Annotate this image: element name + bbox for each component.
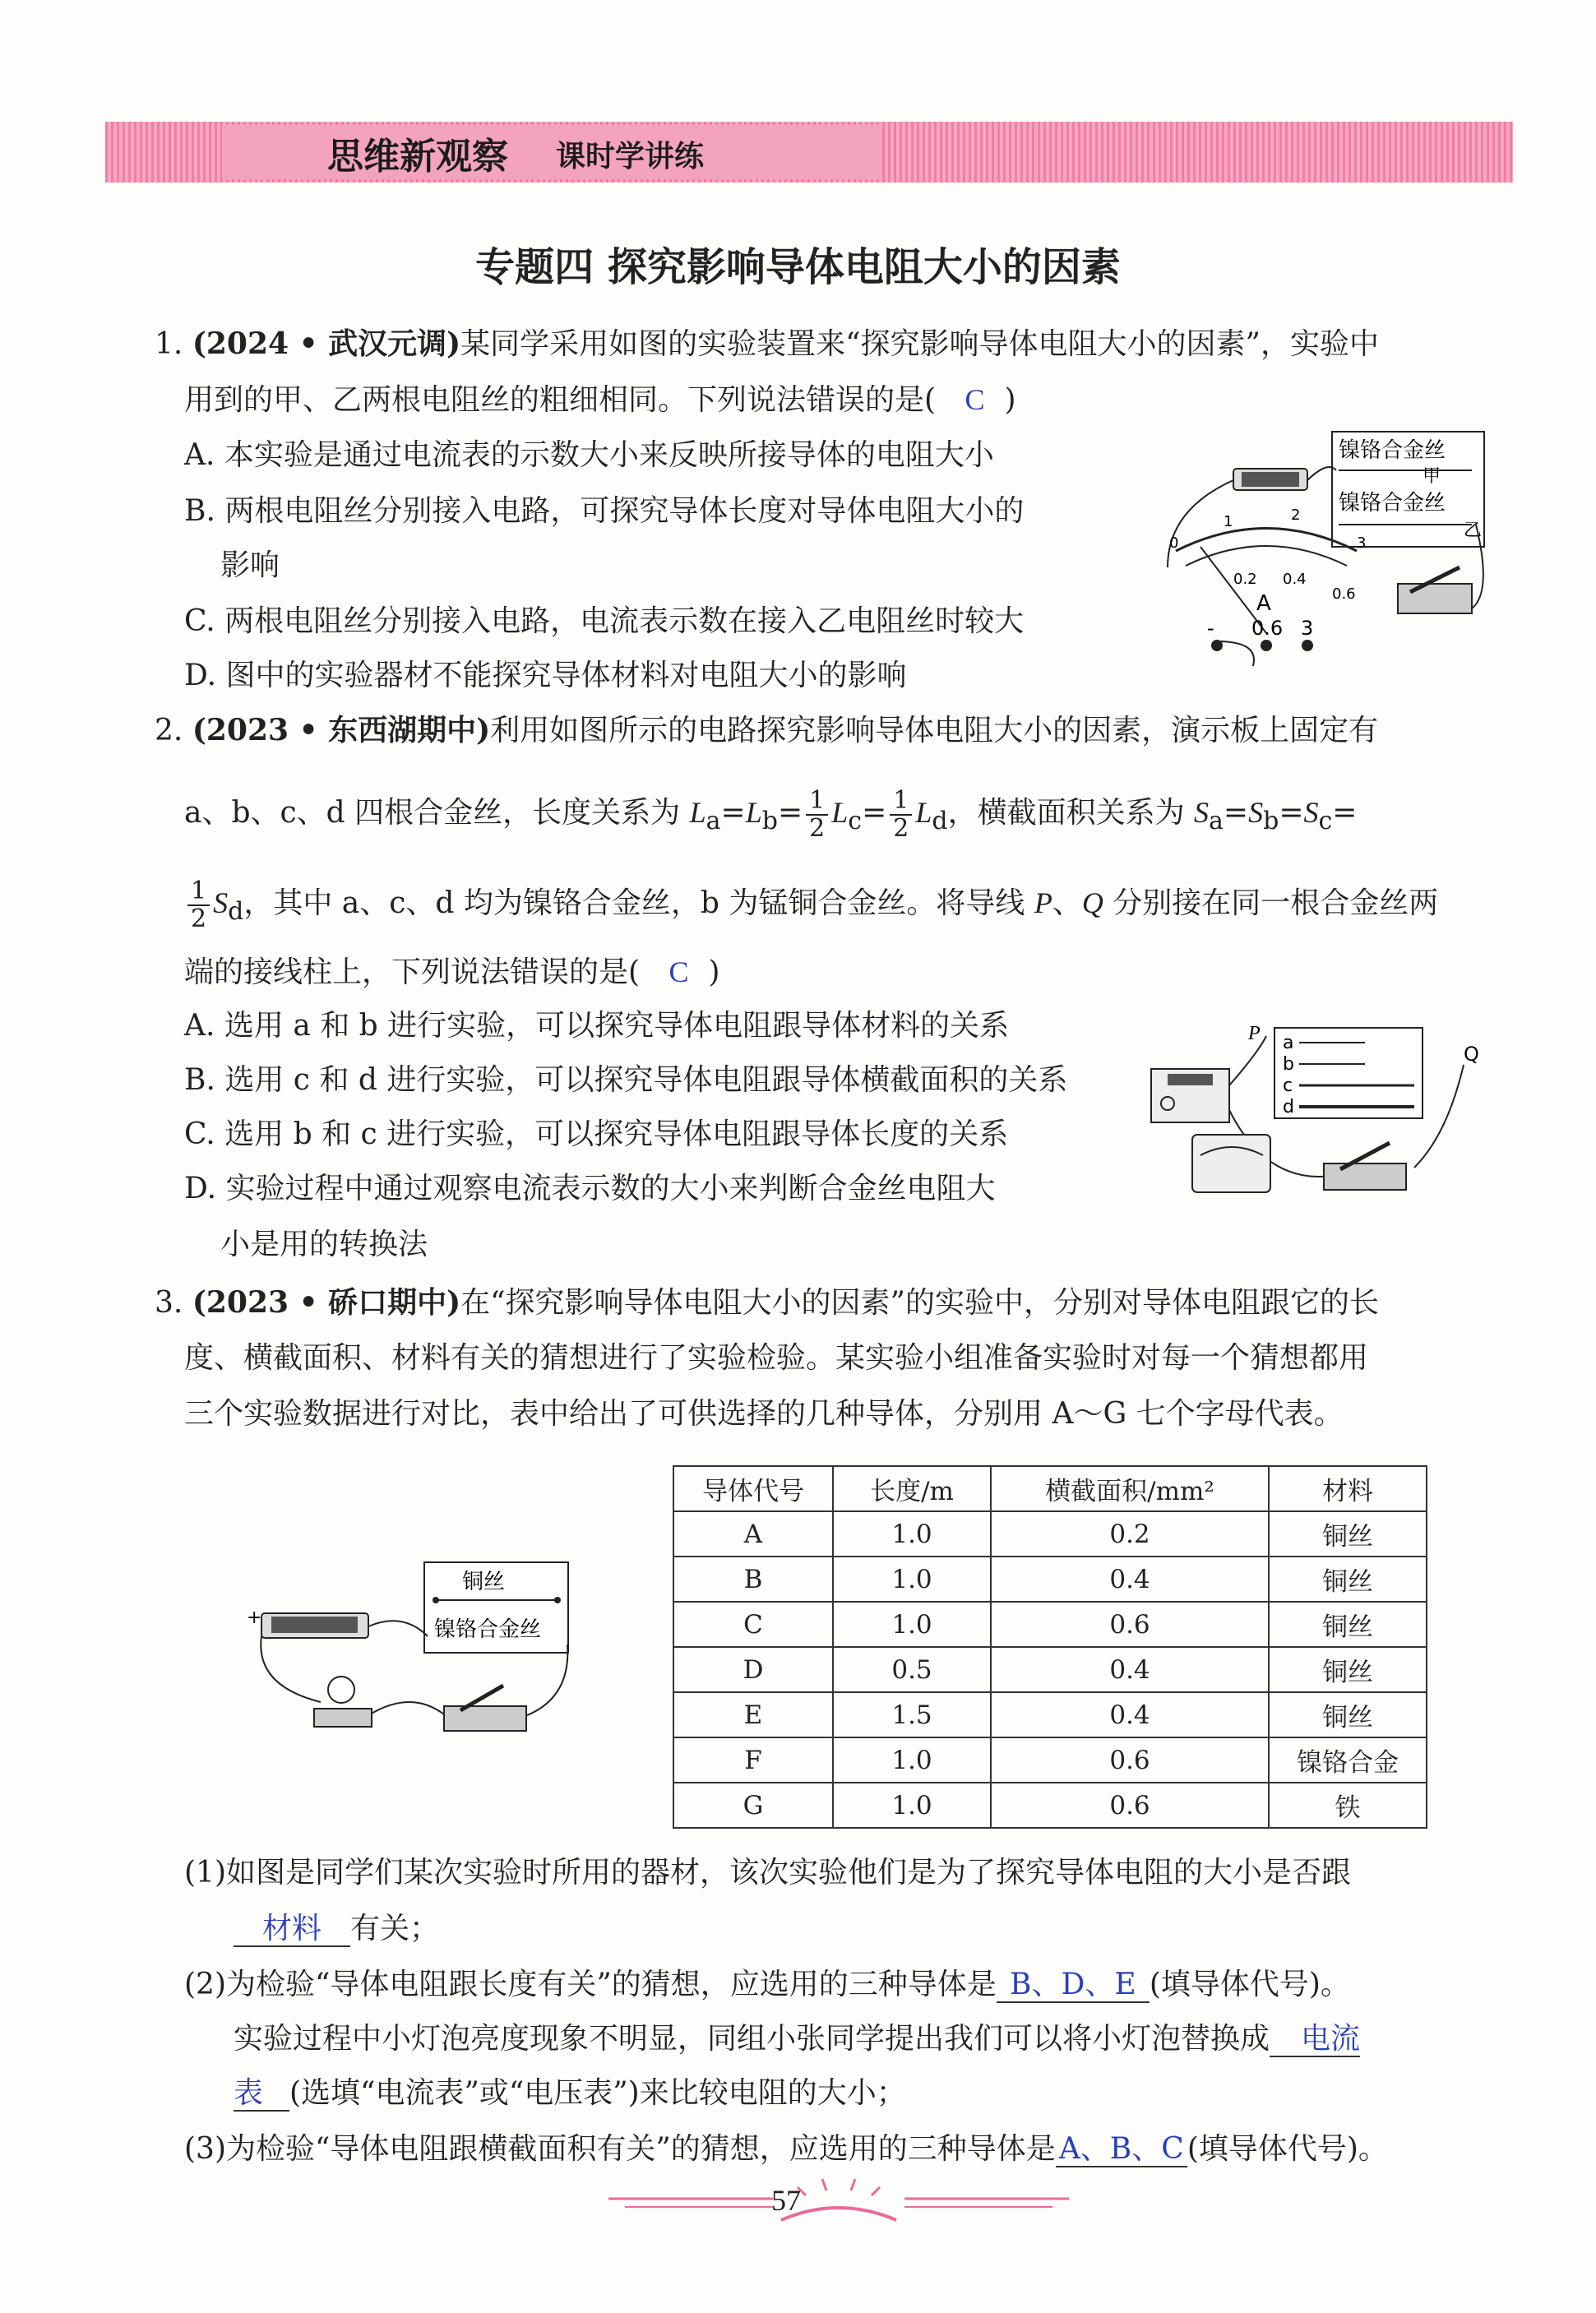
battery-plus: +	[247, 1608, 262, 1628]
q2-answer: C	[668, 955, 689, 988]
q1-option-a: A. 本实验是通过电流表的示数大小来反映所接导体的电阻大小	[184, 438, 994, 472]
q1-circuit-figure	[1151, 428, 1497, 666]
wire-jia-mark: 甲	[1423, 466, 1441, 487]
table-cell: F	[673, 1737, 833, 1783]
q2-line3: $\frac{1}{2}$ $S_d$，其中 a、c、d 均为镍铬合金丝，b 为锰铜合金丝。将导线 P、Q 分别接在同一根合金丝两	[184, 878, 1438, 932]
nichrome-wire-label: 镍铬合金丝	[434, 1617, 542, 1642]
q3-sub2-text2: 实验过程中小灯泡亮度现象不明显，同组小张同学提出我们可以将小灯泡替换成	[234, 2022, 1270, 2056]
header-tag-background	[222, 125, 880, 179]
q3-stem-3: 三个实验数据进行对比，表中给出了可供选择的几种导体，分别用 A～G 七个字母代表。	[184, 1397, 1344, 1431]
switch-icon	[1398, 567, 1472, 613]
table-header: 横截面积/mm²	[991, 1466, 1269, 1511]
copper-wire-label: 铜丝	[462, 1570, 506, 1594]
q2-stem-1: 利用如图所示的电路探究影响导体电阻大小的因素，演示板上固定有	[490, 714, 1379, 747]
table-cell: 1.5	[833, 1692, 991, 1737]
wire-a-label: a	[1283, 1033, 1294, 1053]
footer-ornament	[608, 2171, 1069, 2237]
terminal-3: 3	[1301, 617, 1314, 640]
q2-line2: a、b、c、d 四根合金丝，长度关系为 $L_a=L_b=$ $\frac{1}{2}$ $L_c=$ $\frac{1}{2}$ $L_d$，横截面积关系为 $S_a=S_b=S_c=$	[184, 786, 1358, 843]
q1-option-c: C. 两根电阻丝分别接入电路，电流表示数在接入乙电阻丝时较大	[184, 604, 1025, 638]
q1-number: 1.	[155, 327, 183, 361]
q3-sub3-tail: (填导体代号)。	[1187, 2132, 1388, 2166]
table-cell: 0.4	[991, 1647, 1269, 1692]
header-title: 思维新观察	[327, 136, 508, 178]
switch-icon	[1324, 1143, 1406, 1190]
q2-number: 2.	[155, 714, 183, 747]
table-cell: 1.0	[833, 1511, 991, 1557]
table-header: 导体代号	[673, 1466, 833, 1511]
q3-source: (2023 • 硚口期中)	[192, 1285, 461, 1320]
table-cell: 1.0	[833, 1557, 991, 1602]
fraction-half: $\frac{1}{2}$	[890, 788, 912, 842]
q2-option-a: A. 选用 a 和 b 进行实验，可以探究导体电阻跟导体材料的关系	[184, 1009, 1010, 1043]
table-cell: 0.6	[991, 1602, 1269, 1647]
q3-sub2-line2	[234, 2023, 1360, 2057]
q3-sub2-line1	[184, 1968, 1350, 2003]
p-label: P	[1248, 1023, 1261, 1044]
table-row	[673, 1692, 1427, 1737]
q2-option-d: D. 实验过程中通过观察电流表示数的大小来判断合金丝电阻大	[184, 1172, 996, 1205]
q1-stem-1: 某同学采用如图的实验装置来“探究影响导体电阻大小的因素”，实验中	[460, 327, 1379, 361]
table-row	[673, 1557, 1427, 1602]
q3-sub2-line3	[234, 2077, 906, 2112]
table-cell: C	[673, 1602, 833, 1647]
table-cell: 铜丝	[1269, 1692, 1427, 1737]
switch-icon	[444, 1686, 526, 1731]
q3-number: 3.	[155, 1286, 183, 1320]
fraction-half: $\frac{1}{2}$	[187, 878, 210, 932]
table-cell: 铁	[1269, 1783, 1427, 1828]
table-cell: 1.0	[833, 1783, 991, 1828]
wire-yi-label: 镍铬合金丝	[1339, 491, 1446, 516]
battery-icon	[261, 1613, 368, 1638]
wire-jia-label: 镍铬合金丝	[1339, 438, 1446, 463]
q3-sub2-tail2: (选填“电流表”或“电压表”)来比较电阻的大小；	[289, 2076, 906, 2110]
q3-stem-2: 度、横截面积、材料有关的猜想进行了实验检验。某实验小组准备实验时对每一个猜想都用	[184, 1341, 1369, 1375]
table-cell: 镍铬合金	[1269, 1737, 1427, 1783]
terminal-06: 0.6	[1251, 617, 1284, 640]
table-cell: 1.0	[833, 1602, 991, 1647]
terminal-minus: -	[1207, 617, 1214, 640]
q2-line1	[155, 714, 1378, 747]
table-row	[673, 1602, 1427, 1647]
q2-option-c: C. 选用 b 和 c 进行实验，可以探究导体电阻跟导体长度的关系	[184, 1117, 1009, 1151]
power-supply-icon	[1151, 1069, 1229, 1122]
table-cell: 1.0	[833, 1737, 991, 1783]
q2-line4	[184, 955, 720, 989]
q3-sub2-text: (2)为检验“导体电阻跟长度有关”的猜想，应选用的三种导体是	[184, 1968, 997, 2001]
table-cell: 铜丝	[1269, 1647, 1427, 1692]
q2-circuit-figure	[1143, 1020, 1497, 1209]
q3-line1	[155, 1286, 1379, 1320]
table-cell: 铜丝	[1269, 1557, 1427, 1602]
q3-sub2-answer: B、D、E	[997, 1968, 1150, 2003]
scale-2: 2	[1291, 507, 1301, 524]
q3-sub2-answer2: 电流	[1270, 2023, 1360, 2057]
table-cell: E	[673, 1692, 833, 1737]
ammeter-icon	[1192, 1135, 1270, 1192]
table-cell: 0.6	[991, 1737, 1269, 1783]
wire-c-label: c	[1283, 1076, 1293, 1096]
q1-source: (2024 • 武汉元调)	[192, 326, 461, 361]
table-cell: 0.6	[991, 1783, 1269, 1828]
q2-option-b: B. 选用 c 和 d 进行实验，可以探究导体电阻跟导体横截面积的关系	[184, 1063, 1068, 1097]
table-cell: B	[673, 1557, 833, 1602]
table-row	[673, 1511, 1427, 1557]
q1-close-paren: )	[1004, 383, 1016, 417]
q1-stem-2: 用到的甲、乙两根电阻丝的粗细相同。下列说法错误的是(	[184, 383, 937, 417]
q3-sub3-line1	[184, 2133, 1388, 2167]
q-label: Q	[1464, 1043, 1479, 1066]
q2-close-paren: )	[708, 955, 720, 989]
q1-option-d: D. 图中的实验器材不能探究导体材料对电阻大小的影响	[184, 659, 907, 692]
q3-sub3-answer: A、B、C	[1056, 2133, 1187, 2167]
scale-0: 0	[1169, 534, 1179, 552]
q1-answer: C	[965, 383, 985, 416]
q1-option-b: B. 两根电阻丝分别接入电路，可探究导体长度对导体电阻大小的	[184, 494, 1025, 528]
q1-line2	[184, 383, 1016, 417]
scale-04: 0.4	[1283, 571, 1307, 588]
table-row	[673, 1783, 1427, 1828]
table-cell: D	[673, 1647, 833, 1692]
ammeter-unit: A	[1256, 591, 1271, 616]
q3-sub1-tail: 有关；	[350, 1912, 440, 1945]
table-cell: 0.5	[833, 1647, 991, 1692]
q3-sub3-text: (3)为检验“导体电阻跟横截面积有关”的猜想，应选用的三种导体是	[184, 2132, 1056, 2166]
page-number: 57	[771, 2184, 801, 2217]
table-header: 材料	[1269, 1466, 1427, 1511]
wire-d-label: d	[1283, 1097, 1294, 1117]
q1-line1	[155, 327, 1379, 361]
battery-icon	[1233, 469, 1307, 490]
table-cell: 0.4	[991, 1557, 1269, 1602]
q3-sub2-answer2-cont: 表	[234, 2077, 289, 2112]
q2-option-d-cont: 小是用的转换法	[220, 1228, 428, 1261]
table-row	[673, 1737, 1427, 1783]
q3-sub1-answer: 材料	[234, 1913, 350, 1947]
fraction-half: $\frac{1}{2}$	[806, 788, 828, 842]
bulb-icon	[314, 1677, 372, 1727]
conductor-table	[673, 1465, 1427, 1829]
alloy-board	[1274, 1028, 1423, 1118]
q2-stem-4: 端的接线柱上，下列说法错误的是(	[184, 955, 641, 989]
q3-stem-1: 在“探究影响导体电阻大小的因素”的实验中，分别对导体电阻跟它的长	[460, 1286, 1379, 1320]
q3-circuit-figure	[247, 1554, 576, 1743]
table-cell: A	[673, 1511, 833, 1557]
table-header: 长度/m	[833, 1466, 991, 1511]
scale-06: 0.6	[1332, 585, 1356, 603]
table-cell: 铜丝	[1269, 1602, 1427, 1647]
q1-option-b-cont: 影响	[220, 548, 280, 582]
q2-source: (2023 • 东西湖期中)	[192, 713, 491, 747]
header-subtitle: 课时学讲练	[556, 140, 705, 173]
q3-sub1-text: (1)如图是同学们某次实验时所用的器材，该次实验他们是为了探究导体电阻的大小是否跟	[184, 1856, 1351, 1890]
wire-b-label: b	[1283, 1054, 1294, 1075]
table-cell: 0.2	[991, 1511, 1269, 1557]
topic-title: 专题四 探究影响导体电阻大小的因素	[475, 244, 1121, 290]
table-cell: 铜丝	[1269, 1511, 1427, 1557]
table-cell: 0.4	[991, 1692, 1269, 1737]
table-header-row	[673, 1466, 1427, 1511]
scale-1: 1	[1224, 513, 1233, 530]
table-row	[673, 1647, 1427, 1692]
q3-sub1-line2	[234, 1913, 439, 1947]
scale-02: 0.2	[1233, 571, 1257, 588]
wire-yi-mark: 乙	[1464, 520, 1483, 541]
scale-3: 3	[1357, 534, 1367, 552]
table-cell: G	[673, 1783, 833, 1828]
q3-sub2-tail: (填导体代号)。	[1149, 1968, 1350, 2001]
